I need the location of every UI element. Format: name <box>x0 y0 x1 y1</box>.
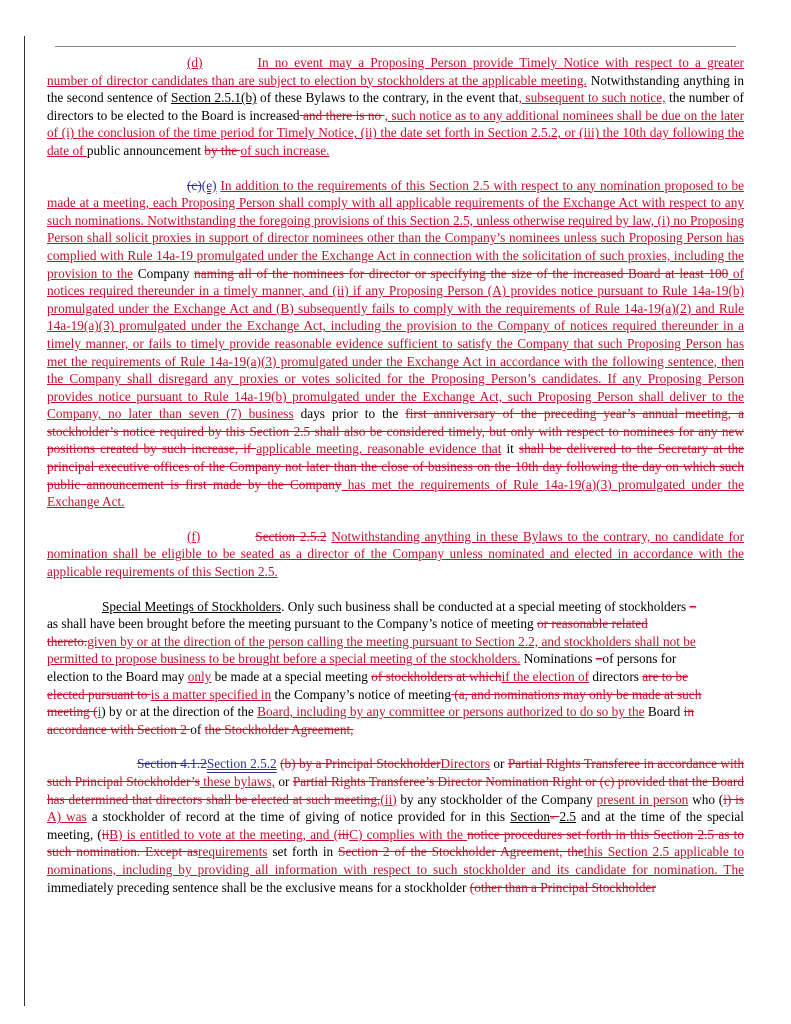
para-f-label: (f) <box>187 528 201 544</box>
moved-to-section: Section 2.5.2 <box>206 756 277 772</box>
para-d-label: (d) <box>187 55 203 70</box>
top-rule <box>55 46 736 47</box>
change-bar <box>24 36 25 1006</box>
paragraph-f: (f) Section 2.5.2 Notwithstanding anything in these Bylaws to the contrary, no candidate for nomination shall be eligible to be seated as a director of the Company unless nominated and elected in accordance with the applicable requirements of this Section 2.5. <box>47 528 744 580</box>
document-body <box>47 54 744 896</box>
moved-from-section: Section 4.1.2 <box>137 756 207 772</box>
section-2-5-2-paragraph: Section 4.1.2Section 2.5.2 (b) by a Principal StockholderDirectors or Partial Rights Transferee in accordance with such Principal Stockholder’s these bylaws, or Partial Rights Transferee’s Director Nomination Right or (c) provided that the Board has determined that directors shall be elected at such meeting,(ii) by any stockholder of the Company present in person who (i) is A) was a stockholder of record at the time of giving of notice provided for in this Section- 2.5 and at the time of the special meeting, (iiB) is entitled to vote at the meeting, and (iiiC) complies with the notice procedures set forth in this Section 2.5 as to such nomination. Except asrequirements set forth in Section 2 of the Stockholder Agreement, thethis Section 2.5 applicable to nominations, including by providing all information with respect to such stockholder and its candidate for nomination. The immediately preceding sentence shall be the exclusive means for a stockholder (other than a Principal Stockholder <box>47 756 744 895</box>
paragraph-e: (c)(e) In addition to the requirements of this Section 2.5 with respect to any nomination proposed to be made at a meeting, each Proposing Person shall comply with all applicable requirements of the Exchange Act with respect to any such nominations. Notwithstanding the foregoing provisions of this Section 2.5, unless otherwise required by law, (i) no Proposing Person shall solicit proxies in support of director nominees other than the Company’s nominees unless such Proposing Person has complied with Rule 14a-19 promulgated under the Exchange Act in connection with the solicitation of such proxies, including the provision to the Company naming all of the nominees for director or specifying the size of the increased Board at least 100 of notices required thereunder in a timely manner, and (ii) if any Proposing Person (A) provides notice pursuant to Rule 14a-19(b) promulgated under the Exchange Act and (B) subsequently fails to comply with the requirements of Rule 14a-19(a)(2) and Rule 14a-19(a)(3) promulgated under the Exchange Act, including the provision to the Company of notices required thereunder in a timely manner, or fails to timely provide reasonable evidence sufficient to satisfy the Company that such Proposing Person has met the requirements of Rule 14a-19(a)(3) promulgated under the Exchange Act in accordance with the following sentence, then the Company shall disregard any proxies or votes solicited for the Proposing Person’s candidates. If any Proposing Person provides notice pursuant to Rule 14a-19(b) promulgated under the Exchange Act, such Proposing Person shall deliver to the Company, no later than seven (7) business days prior to the first anniversary of the preceding year’s annual meeting, a stockholder’s notice required by this Section 2.5 shall also be considered timely, but only with respect to nominees for any new positions created by such increase, if applicable meeting, reasonable evidence that it shall be delivered to the Secretary at the principal executive offices of the Company not later than the close of business on the 10th day following the day on which such public announcement is first made by the Company has met the requirements of Rule 14a-19(a)(3) promulgated under the Exchange Act. <box>47 177 745 510</box>
special-meetings-heading: Special Meetings of Stockholders <box>102 598 282 614</box>
paragraph-d: (d) In no event may a Proposing Person provide Timely Notice with respect to a greater number of director candidates than are subject to election by stockholders at the applicable meeting. Notwithstanding anything in the second sentence of Section 2.5.1(b) of these Bylaws to the contrary, in the event that, subsequent to such notice, the number of directors to be elected to the Board is increased and there is no , such notice as to any additional nominees shall be due on the later of (i) the conclusion of the time period for Timely Notice, (ii) the date set forth in Section 2.5.2, or (iii) the 10th day following the date of public announcement by the of such increase. <box>47 55 744 158</box>
moved-from-label: (c) <box>187 177 202 193</box>
moved-to-label: (e) <box>201 177 217 193</box>
special-meetings-paragraph: Special Meetings of Stockholders. Only such business shall be conducted at a special meeting of stockholders –as shall have been brought before the meeting pursuant to the Company’s notice of meeting or reasonable related thereto.given by or at the direction of the person calling the meeting pursuant to Section 2.2, and stockholders shall not be permitted to propose business to be brought before a special meeting of the stockholders. Nominations –of persons for election to the Board may only be made at a special meeting of stockholders at whichif the election of directors are to be elected pursuant to is a matter specified in the Company’s notice of meeting (a, and nominations may only be made at such meeting (i) by or at the direction of the Board, including by any committee or persons authorized to do so by the Board in accordance with Section 2 of the Stockholder Agreement, <box>47 598 702 737</box>
